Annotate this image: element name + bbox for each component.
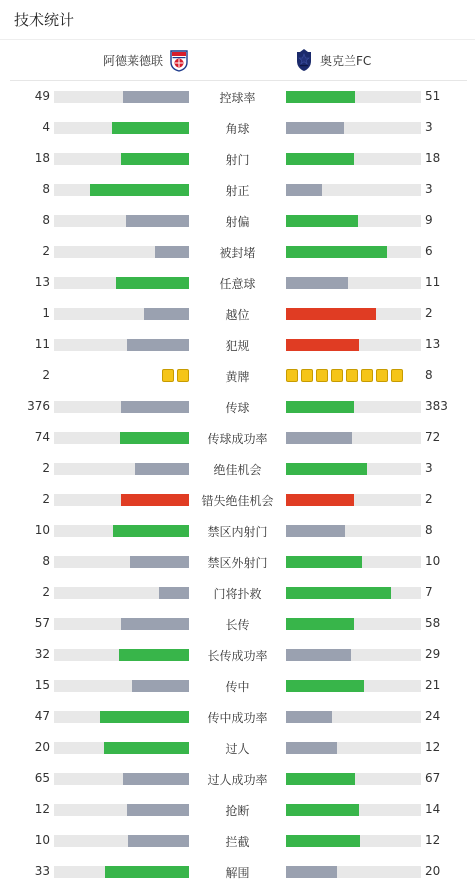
away-stat-bar [286,773,421,785]
home-stat-bar [54,494,189,506]
away-stat-value: 24 [425,709,441,723]
away-stat-bar-fill [286,587,391,599]
stat-label: 被封堵 [219,246,256,260]
yellow-card-icon [316,369,328,382]
home-stat-bar-fill [104,742,189,754]
home-stat-value: 2 [42,492,50,506]
away-stat-bar-fill [286,773,355,785]
stat-label: 长传 [225,618,250,632]
away-stat-bar-fill [286,556,362,568]
stat-label: 绝佳机会 [213,463,262,477]
away-stat-bar [286,122,421,134]
stat-row [0,267,475,298]
away-yellow-cards [286,369,403,382]
home-stat-bar [54,525,189,537]
away-stat-bar [286,339,421,351]
home-stat-bar-fill [90,184,189,196]
home-stat-bar [54,587,189,599]
home-stat-bar-fill [120,432,189,444]
stat-row [0,484,475,515]
home-stat-bar-fill [132,680,189,692]
home-stat-bar-fill [155,246,189,258]
stat-row [0,453,475,484]
away-stat-bar-fill [286,866,337,878]
away-stat-bar [286,401,421,413]
home-stat-value: 47 [34,709,50,723]
home-stat-bar [54,742,189,754]
home-stat-bar-fill [130,556,189,568]
stat-row [0,670,475,701]
stat-row [0,422,475,453]
home-stat-value: 12 [34,802,50,816]
home-stat-bar-fill [121,618,189,630]
away-stat-value: 12 [425,833,441,847]
home-stat-bar [54,463,189,475]
home-yellow-cards [162,369,189,382]
away-stat-bar-fill [286,432,352,444]
home-stat-bar [54,246,189,258]
stat-row [0,577,475,608]
stat-label: 错失绝佳机会 [201,494,274,508]
home-stat-value: 57 [34,616,50,630]
away-stat-bar-fill [286,618,354,630]
home-stat-bar-fill [123,91,189,103]
away-stat-bar [286,494,421,506]
home-stat-bar [54,432,189,444]
away-stat-bar-fill [286,246,387,258]
yellow-card-icon [376,369,388,382]
home-stat-value: 8 [42,213,50,227]
stat-row [0,329,475,360]
away-stat-value: 9 [425,213,433,227]
away-stat-bar-fill [286,91,355,103]
away-stat-bar [286,711,421,723]
home-stat-bar-fill [127,339,189,351]
stat-label: 拦截 [225,835,250,849]
home-stat-bar [54,277,189,289]
home-stat-bar-fill [126,215,189,227]
home-stat-bar [54,153,189,165]
stat-row [0,701,475,732]
stat-label: 禁区内射门 [207,525,268,539]
home-stat-bar [54,122,189,134]
home-stat-bar [54,649,189,661]
home-stat-bar [54,308,189,320]
stat-label: 黄牌 [225,370,250,384]
stats-section-title: 技术统计 [0,0,475,40]
away-stat-bar [286,277,421,289]
home-stat-bar-fill [127,804,189,816]
stat-row [0,112,475,143]
home-stat-bar [54,184,189,196]
stat-row [0,360,475,391]
yellow-card-icon [361,369,373,382]
stat-label: 射偏 [225,215,250,229]
home-stat-bar-fill [121,153,189,165]
stat-label: 射门 [225,153,250,167]
home-stat-value: 11 [34,337,50,351]
stat-row [0,143,475,174]
stat-row [0,174,475,205]
yellow-card-icon [346,369,358,382]
away-stat-bar [286,463,421,475]
stat-label: 传球 [225,401,250,415]
yellow-card-icon [162,369,174,382]
home-stat-bar-fill [144,308,189,320]
stat-label: 传中成功率 [207,711,268,725]
away-stat-bar [286,153,421,165]
away-stat-bar-fill [286,680,364,692]
stat-row [0,608,475,639]
adelaide-united-crest-icon [168,48,190,72]
stat-label: 解围 [225,866,250,880]
away-stat-bar [286,587,421,599]
home-stat-bar [54,835,189,847]
away-stat-value: 383 [425,399,448,413]
yellow-card-icon [301,369,313,382]
home-team-name: 阿德莱德联 [102,53,163,68]
home-stat-bar-fill [105,866,189,878]
away-stat-value: 8 [425,368,433,382]
home-stat-bar [54,339,189,351]
home-stat-value: 1 [42,306,50,320]
home-stat-bar-fill [159,587,189,599]
away-stat-value: 13 [425,337,441,351]
away-stat-bar [286,432,421,444]
home-stat-value: 10 [34,523,50,537]
stat-row [0,639,475,670]
stat-label: 过人成功率 [207,773,268,787]
away-stat-bar-fill [286,277,348,289]
away-stat-bar-fill [286,153,354,165]
away-stat-bar [286,742,421,754]
stat-label: 传球成功率 [207,432,268,446]
home-stat-bar [54,711,189,723]
away-stat-bar-fill [286,804,359,816]
stat-label: 过人 [225,742,250,756]
home-stat-value: 4 [42,120,50,134]
away-stat-bar [286,215,421,227]
stat-label: 任意球 [219,277,256,291]
stat-row [0,81,475,112]
away-stat-value: 3 [425,182,433,196]
stat-label: 抢断 [225,804,250,818]
away-stat-bar-fill [286,401,354,413]
home-stat-value: 32 [34,647,50,661]
away-stat-bar [286,556,421,568]
away-stat-bar [286,618,421,630]
away-stat-value: 3 [425,120,433,134]
stat-row [0,794,475,825]
stat-row [0,763,475,794]
stat-label: 射正 [225,184,250,198]
home-stat-value: 2 [42,461,50,475]
away-stat-bar [286,525,421,537]
away-stat-bar [286,835,421,847]
stat-label: 犯规 [225,339,250,353]
home-stat-bar-fill [121,494,189,506]
home-stat-value: 2 [42,244,50,258]
home-stat-value: 376 [27,399,50,413]
home-stat-bar [54,680,189,692]
home-stat-value: 10 [34,833,50,847]
home-stat-value: 65 [34,771,50,785]
stat-label: 控球率 [219,91,256,105]
home-stat-value: 2 [42,585,50,599]
stat-label: 门将扑救 [213,587,262,601]
away-stat-bar [286,308,421,320]
away-stat-value: 58 [425,616,441,630]
home-stat-value: 33 [34,864,50,878]
stats-list [0,81,475,887]
away-stat-bar-fill [286,463,367,475]
stat-row [0,205,475,236]
away-stat-bar-fill [286,339,359,351]
home-stat-value: 49 [34,89,50,103]
stat-label: 角球 [225,122,250,136]
away-stat-value: 3 [425,461,433,475]
home-stat-value: 8 [42,182,50,196]
stat-row [0,236,475,267]
away-stat-bar [286,866,421,878]
home-stat-value: 8 [42,554,50,568]
away-stat-value: 20 [425,864,441,878]
away-stat-value: 67 [425,771,441,785]
home-stat-bar [54,215,189,227]
stat-label: 越位 [225,308,250,322]
away-stat-value: 6 [425,244,433,258]
away-team-name: 奥克兰FC [320,53,372,68]
home-stat-bar [54,804,189,816]
home-stat-bar-fill [112,122,189,134]
away-stat-bar-fill [286,122,344,134]
yellow-card-icon [286,369,298,382]
away-stat-bar-fill [286,308,376,320]
home-stat-bar-fill [116,277,189,289]
away-stat-value: 7 [425,585,433,599]
auckland-fc-crest-icon [293,48,315,72]
away-stat-bar-fill [286,184,322,196]
away-stat-bar-fill [286,649,351,661]
stat-row [0,732,475,763]
home-stat-value: 13 [34,275,50,289]
away-stat-bar [286,246,421,258]
away-stat-bar [286,649,421,661]
away-stat-bar-fill [286,742,337,754]
away-stat-value: 14 [425,802,441,816]
away-stat-value: 10 [425,554,441,568]
home-stat-bar-fill [123,773,189,785]
home-stat-value: 2 [42,368,50,382]
away-stat-bar-fill [286,494,354,506]
yellow-card-icon [177,369,189,382]
away-stat-value: 51 [425,89,441,103]
home-stat-bar-fill [128,835,189,847]
away-stat-bar [286,804,421,816]
yellow-card-icon [391,369,403,382]
stat-row [0,856,475,887]
stat-label: 长传成功率 [207,649,268,663]
home-stat-bar [54,91,189,103]
away-stat-value: 11 [425,275,441,289]
home-stat-bar [54,866,189,878]
stat-row [0,298,475,329]
home-stat-bar [54,618,189,630]
home-stat-bar [54,556,189,568]
stat-label: 禁区外射门 [207,556,268,570]
away-stat-value: 21 [425,678,441,692]
away-stat-value: 2 [425,306,433,320]
home-stat-bar [54,401,189,413]
home-team[interactable] [103,48,190,72]
away-stat-value: 72 [425,430,441,444]
away-stat-value: 18 [425,151,441,165]
stat-label: 传中 [225,680,250,694]
home-stat-bar [54,773,189,785]
yellow-card-icon [331,369,343,382]
home-stat-bar-fill [113,525,189,537]
home-stat-bar-fill [100,711,189,723]
away-stat-value: 8 [425,523,433,537]
away-stat-bar [286,91,421,103]
home-stat-value: 20 [34,740,50,754]
stat-row [0,515,475,546]
away-stat-value: 29 [425,647,441,661]
stat-row [0,825,475,856]
home-stat-value: 18 [34,151,50,165]
home-stat-value: 15 [34,678,50,692]
away-team[interactable] [293,48,371,72]
away-stat-bar-fill [286,711,332,723]
away-stat-value: 12 [425,740,441,754]
home-stat-bar-fill [121,401,189,413]
away-stat-bar [286,184,421,196]
stat-row [0,546,475,577]
away-stat-bar-fill [286,835,360,847]
home-stat-value: 74 [34,430,50,444]
away-stat-bar [286,680,421,692]
away-stat-value: 2 [425,492,433,506]
away-stat-bar-fill [286,215,358,227]
away-stat-bar-fill [286,525,345,537]
home-stat-bar-fill [135,463,189,475]
teams-header [10,40,467,81]
stat-row [0,391,475,422]
home-stat-bar-fill [119,649,189,661]
